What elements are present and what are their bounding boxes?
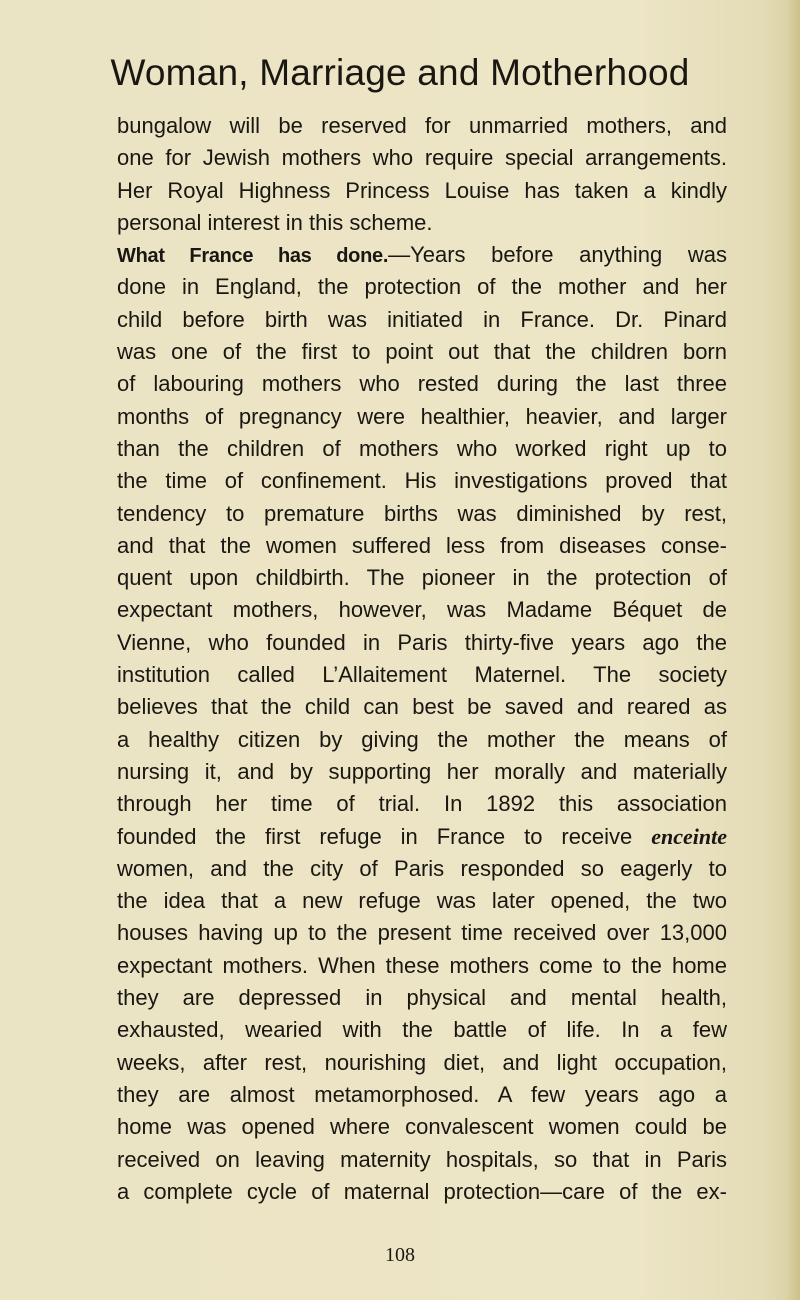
- text-line: Her Royal Highness Princess Louise has taken a kindly: [117, 177, 727, 203]
- page-edge-shadow: [786, 0, 800, 1300]
- text-line: and that the women suffered less from diseases conse-: [117, 532, 727, 558]
- text-line: received on leaving maternity hospitals, so that in Paris: [117, 1146, 727, 1172]
- text-line: was one of the first to point out that the children born: [117, 339, 727, 365]
- text-line: personal interest in this scheme.: [117, 209, 433, 235]
- text-line: child before birth was initiated in France. Dr. Pinard: [117, 306, 727, 332]
- text-line: through her time of trial. In 1892 this association: [117, 791, 727, 817]
- text-line: they are almost metamorphosed. A few years ago a: [117, 1081, 727, 1107]
- text-line: a complete cycle of maternal protection—care of the ex-: [117, 1178, 727, 1204]
- text-line: Vienne, who founded in Paris thirty-five years ago the: [117, 629, 727, 655]
- text-line: than the children of mothers who worked right up to: [117, 435, 727, 461]
- running-head-title: Woman, Marriage and Motherhood: [110, 52, 690, 93]
- text-line: the time of confinement. His investigations proved that: [117, 468, 727, 494]
- text-line: expectant mothers. When these mothers come to the home: [117, 952, 727, 978]
- text-line-with-italic: [117, 821, 727, 853]
- page-number: 108: [385, 1244, 415, 1266]
- text-line-rest: —Years before anything was: [388, 242, 727, 268]
- text-line-start: founded the first refuge in France to receive: [117, 823, 633, 849]
- text-line: one for Jewish mothers who require special arrangements.: [117, 145, 727, 171]
- text-line: houses having up to the present time received over 13,000: [117, 920, 727, 946]
- text-line: done in England, the protection of the mother and her: [117, 274, 727, 300]
- text-line: a healthy citizen by giving the mother the means of: [117, 726, 727, 752]
- text-line: exhausted, wearied with the battle of life. In a few: [117, 1017, 727, 1043]
- text-line: nursing it, and by supporting her morally and materially: [117, 758, 727, 784]
- text-line: tendency to premature births was diminished by rest,: [117, 500, 727, 526]
- text-line: bungalow will be reserved for unmarried mothers, and: [117, 113, 727, 138]
- text-line: women, and the city of Paris responded so eagerly to: [117, 855, 727, 881]
- text-line: of labouring mothers who rested during the last three: [117, 371, 727, 397]
- sidehead: What France has done.: [117, 245, 389, 268]
- text-line: home was opened where convalescent women could be: [117, 1114, 727, 1140]
- text-line: they are depressed in physical and mental health,: [117, 985, 727, 1011]
- text-line: expectant mothers, however, was Madame Béquet de: [117, 597, 727, 623]
- text-line: weeks, after rest, nourishing diet, and light occupation,: [117, 1049, 727, 1075]
- body-text: [117, 110, 727, 1208]
- text-line: institution called L’Allaitement Maternel. The society: [117, 662, 727, 688]
- text-line: the idea that a new refuge was later opened, the two: [117, 888, 727, 914]
- text-line: quent upon childbirth. The pioneer in the protection of: [117, 565, 727, 591]
- italic-word-enceinte: enceinte: [651, 823, 727, 849]
- text-line-with-sidehead: [117, 239, 727, 271]
- text-line: believes that the child can best be saved and reared as: [117, 694, 727, 720]
- text-line: months of pregnancy were healthier, heavier, and larger: [117, 403, 727, 429]
